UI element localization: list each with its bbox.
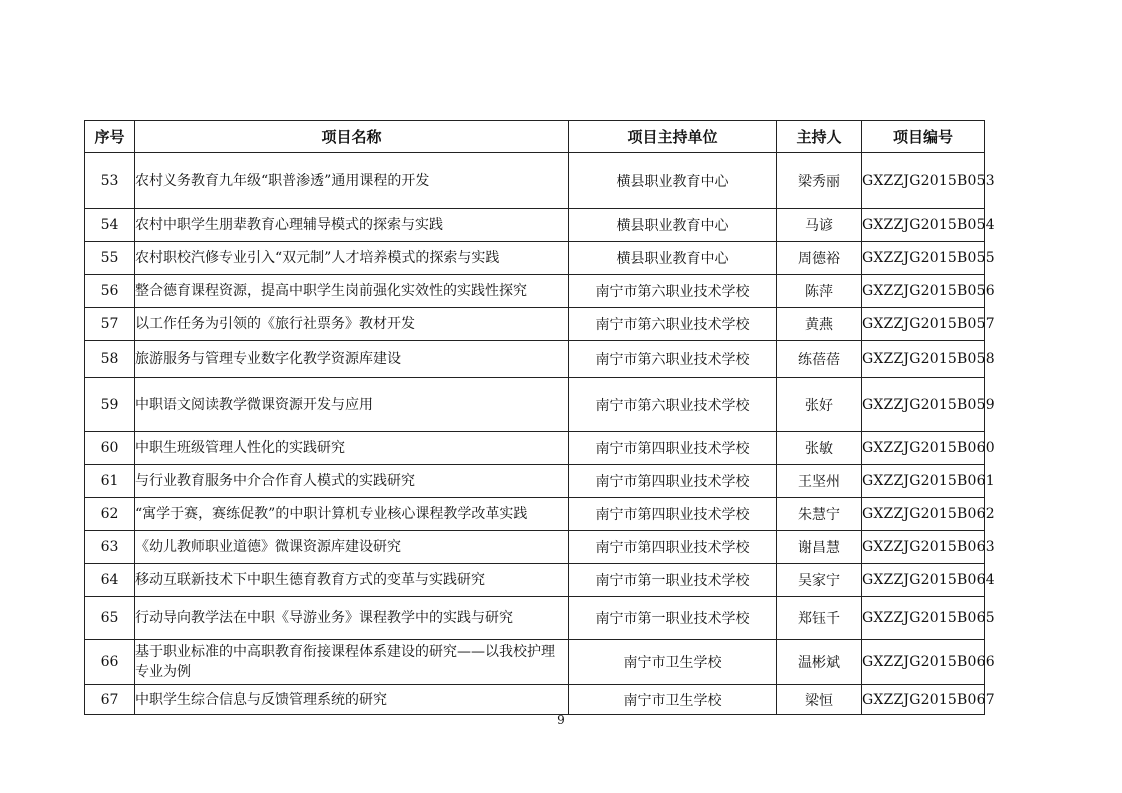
cell-project-name: 《幼儿教师职业道德》微课资源库建设研究 — [135, 531, 569, 564]
table-row — [85, 209, 985, 242]
table-row — [85, 498, 985, 531]
cell-host: 温彬斌 — [777, 640, 862, 685]
header-host-unit: 项目主持单位 — [569, 121, 777, 153]
cell-serial: 60 — [85, 432, 135, 465]
header-project-name: 项目名称 — [135, 121, 569, 153]
cell-project-code: GXZZJG2015B062 — [862, 498, 985, 531]
cell-project-code: GXZZJG2015B053 — [862, 153, 985, 209]
cell-host: 张敏 — [777, 432, 862, 465]
table-header-row — [85, 121, 985, 153]
cell-project-code: GXZZJG2015B063 — [862, 531, 985, 564]
cell-project-name: 中职生班级管理人性化的实践研究 — [135, 432, 569, 465]
cell-host: 谢昌慧 — [777, 531, 862, 564]
cell-project-code: GXZZJG2015B065 — [862, 597, 985, 640]
cell-project-name: 中职学生综合信息与反馈管理系统的研究 — [135, 685, 569, 715]
cell-host: 郑钰千 — [777, 597, 862, 640]
cell-serial: 65 — [85, 597, 135, 640]
cell-project-name: 与行业教育服务中介合作育人模式的实践研究 — [135, 465, 569, 498]
cell-host: 陈萍 — [777, 275, 862, 308]
cell-host: 练蓓蓓 — [777, 341, 862, 378]
cell-host-unit: 南宁市第一职业技术学校 — [569, 564, 777, 597]
cell-host-unit: 南宁市第六职业技术学校 — [569, 378, 777, 432]
cell-host-unit: 南宁市卫生学校 — [569, 640, 777, 685]
cell-host: 王坚州 — [777, 465, 862, 498]
cell-host: 马谚 — [777, 209, 862, 242]
cell-serial: 67 — [85, 685, 135, 715]
table-row — [85, 275, 985, 308]
cell-project-code: GXZZJG2015B067 — [862, 685, 985, 715]
cell-serial: 64 — [85, 564, 135, 597]
cell-project-code: GXZZJG2015B061 — [862, 465, 985, 498]
cell-host-unit: 南宁市第六职业技术学校 — [569, 275, 777, 308]
header-project-code: 项目编号 — [862, 121, 985, 153]
cell-host-unit: 横县职业教育中心 — [569, 242, 777, 275]
cell-serial: 53 — [85, 153, 135, 209]
cell-project-name: 以工作任务为引领的《旅行社票务》教材开发 — [135, 308, 569, 341]
cell-host: 吴家宁 — [777, 564, 862, 597]
cell-project-name: 中职语文阅读教学微课资源开发与应用 — [135, 378, 569, 432]
cell-host-unit: 南宁市第四职业技术学校 — [569, 498, 777, 531]
cell-project-name: 行动导向教学法在中职《导游业务》课程教学中的实践与研究 — [135, 597, 569, 640]
table-row — [85, 564, 985, 597]
cell-project-name: 整合德育课程资源，提高中职学生岗前强化实效性的实践性探究 — [135, 275, 569, 308]
table-row — [85, 242, 985, 275]
cell-project-code: GXZZJG2015B059 — [862, 378, 985, 432]
cell-host-unit: 南宁市第四职业技术学校 — [569, 465, 777, 498]
table-row — [85, 531, 985, 564]
header-host: 主持人 — [777, 121, 862, 153]
table-row — [85, 308, 985, 341]
cell-host-unit: 南宁市卫生学校 — [569, 685, 777, 715]
header-serial: 序号 — [85, 121, 135, 153]
table-row — [85, 685, 985, 715]
cell-serial: 56 — [85, 275, 135, 308]
table-row — [85, 597, 985, 640]
cell-project-name: 旅游服务与管理专业数字化教学资源库建设 — [135, 341, 569, 378]
table-row — [85, 640, 985, 685]
cell-serial: 55 — [85, 242, 135, 275]
cell-serial: 66 — [85, 640, 135, 685]
cell-host-unit: 南宁市第四职业技术学校 — [569, 531, 777, 564]
cell-host: 朱慧宁 — [777, 498, 862, 531]
cell-project-name: 农村职校汽修专业引入“双元制”人才培养模式的探索与实践 — [135, 242, 569, 275]
cell-project-code: GXZZJG2015B057 — [862, 308, 985, 341]
cell-project-code: GXZZJG2015B064 — [862, 564, 985, 597]
cell-project-name: “寓学于赛，赛练促教”的中职计算机专业核心课程教学改革实践 — [135, 498, 569, 531]
table-row — [85, 153, 985, 209]
cell-host-unit: 南宁市第六职业技术学校 — [569, 308, 777, 341]
cell-host-unit: 横县职业教育中心 — [569, 153, 777, 209]
cell-serial: 57 — [85, 308, 135, 341]
cell-project-name: 基于职业标准的中高职教育衔接课程体系建设的研究——以我校护理专业为例 — [135, 640, 569, 685]
project-table — [84, 120, 995, 715]
cell-project-name: 农村中职学生朋辈教育心理辅导模式的探索与实践 — [135, 209, 569, 242]
cell-host: 梁恒 — [777, 685, 862, 715]
cell-host: 张好 — [777, 378, 862, 432]
cell-serial: 63 — [85, 531, 135, 564]
cell-project-code: GXZZJG2015B058 — [862, 341, 985, 378]
cell-project-code: GXZZJG2015B054 — [862, 209, 985, 242]
cell-project-code: GXZZJG2015B055 — [862, 242, 985, 275]
cell-serial: 54 — [85, 209, 135, 242]
cell-serial: 59 — [85, 378, 135, 432]
cell-project-name: 农村义务教育九年级“职普渗透”通用课程的开发 — [135, 153, 569, 209]
cell-host-unit: 南宁市第一职业技术学校 — [569, 597, 777, 640]
cell-project-name: 移动互联新技术下中职生德育教育方式的变革与实践研究 — [135, 564, 569, 597]
table-row — [85, 432, 985, 465]
cell-host-unit: 南宁市第六职业技术学校 — [569, 341, 777, 378]
cell-host: 黄燕 — [777, 308, 862, 341]
cell-serial: 61 — [85, 465, 135, 498]
table-row — [85, 341, 985, 378]
cell-host-unit: 横县职业教育中心 — [569, 209, 777, 242]
cell-serial: 62 — [85, 498, 135, 531]
table-row — [85, 378, 985, 432]
cell-host: 梁秀丽 — [777, 153, 862, 209]
cell-serial: 58 — [85, 341, 135, 378]
cell-project-code: GXZZJG2015B060 — [862, 432, 985, 465]
table-row — [85, 465, 985, 498]
cell-host: 周德裕 — [777, 242, 862, 275]
cell-project-code: GXZZJG2015B066 — [862, 640, 985, 685]
cell-project-code: GXZZJG2015B056 — [862, 275, 985, 308]
cell-host-unit: 南宁市第四职业技术学校 — [569, 432, 777, 465]
page-number: 9 — [557, 713, 565, 727]
